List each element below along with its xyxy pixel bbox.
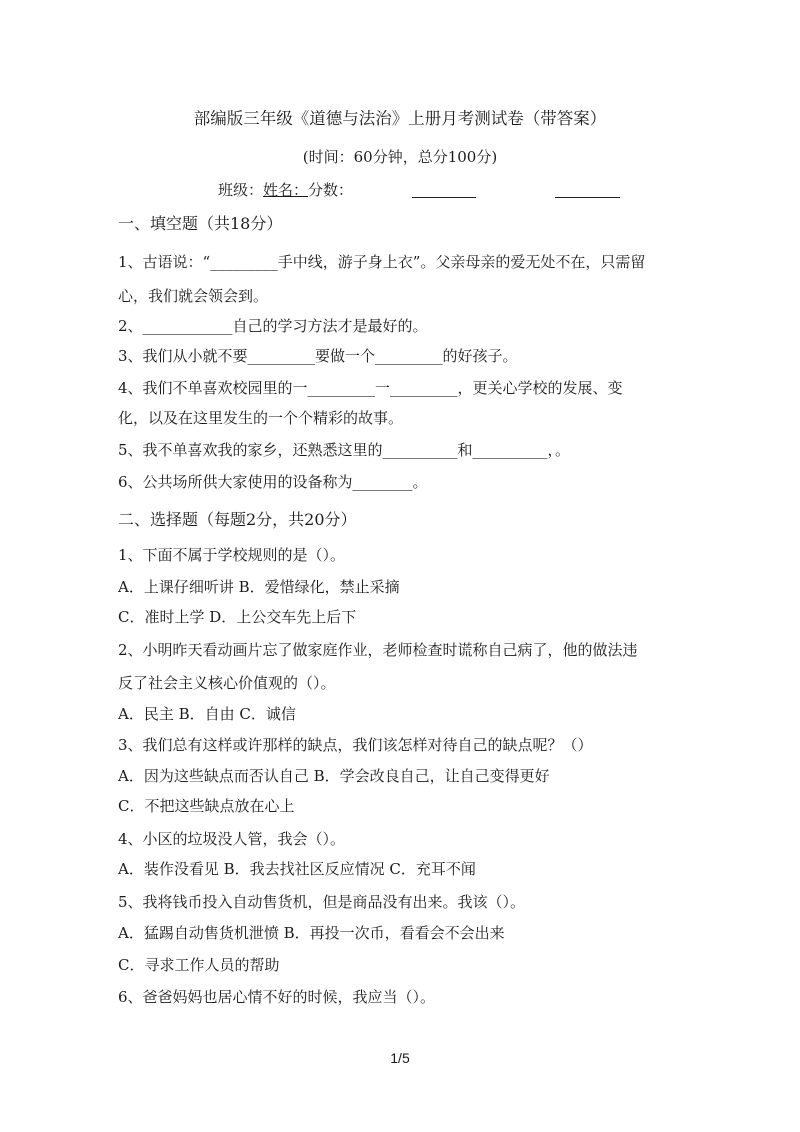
- option-line: C．不把这些缺点放在心上: [118, 797, 295, 815]
- option-line: A．装作没看见 B．我去找社区反应情况 C．充耳不闻: [118, 860, 476, 878]
- question-line: 2、____________自己的学习方法才是最好的。: [118, 317, 428, 335]
- name-label: 姓名：: [263, 181, 309, 199]
- class-label: 班级：: [218, 181, 264, 199]
- question-line: 4、小区的垃圾没人管，我会（）。: [118, 830, 346, 848]
- question-line: 6、公共场所供大家使用的设备称为________。: [118, 473, 428, 491]
- question-line: 反了社会主义核心价值观的（）。: [118, 674, 336, 692]
- question-line: 4、我们不单喜欢校园里的一_________一_________，更关心学校的发展、变: [118, 379, 623, 397]
- question-line: 3、我们总有这样或许那样的缺点，我们该怎样对待自己的缺点呢？（）: [118, 736, 593, 754]
- name-blank: [412, 197, 476, 198]
- document-title: 部编版三年级《道德与法治》上册月考测试卷（带答案）: [193, 109, 607, 128]
- option-line: A．民主 B．自由 C．诚信: [118, 705, 296, 723]
- question-line: 5、我将钱币投入自动售货机，但是商品没有出来。我该（）。: [118, 893, 526, 911]
- section-heading-multiple-choice: 二、选择题（每题2分，共20分）: [118, 510, 357, 529]
- question-line: 化，以及在这里发生的一个个精彩的故事。: [118, 409, 404, 427]
- option-line: A．因为这些缺点而否认自己 B．学会改良自己，让自己变得更好: [118, 767, 550, 785]
- question-line: 1、下面不属于学校规则的是（）。: [118, 546, 346, 564]
- option-line: C．准时上学 D．上公交车先上后下: [118, 608, 357, 626]
- question-line: 5、我不单喜欢我的家乡，还熟悉这里的__________和__________，。: [118, 441, 571, 459]
- section-heading-fill-blank: 一、填空题（共18分）: [118, 214, 283, 233]
- question-line: 1、古语说：“_________手中线，游子身上衣”。父亲母亲的爱无处不在，只需留: [118, 253, 646, 271]
- question-line: 3、我们从小就不要_________要做一个_________的好孩子。: [118, 347, 518, 365]
- option-line: A．上课仔细听讲 B．爱惜绿化，禁止采摘: [118, 578, 400, 596]
- option-line: A．猛踢自动售货机泄愤 B．再投一次币，看看会不会出来: [118, 924, 505, 942]
- student-info-line: [218, 180, 353, 200]
- page-number: 1/5: [390, 1050, 410, 1066]
- option-line: C．寻求工作人员的帮助: [118, 956, 280, 974]
- exam-time-info: (时间：60分钟，总分100分): [302, 148, 498, 166]
- score-blank: [555, 197, 620, 198]
- score-label: 分数：: [308, 181, 354, 199]
- question-line: 6、爸爸妈妈也居心情不好的时候，我应当（）。: [118, 988, 436, 1006]
- question-line: 2、小明昨天看动画片忘了做家庭作业，老师检查时谎称自己病了，他的做法违: [118, 641, 638, 659]
- question-line: 心，我们就会领会到。: [118, 287, 269, 305]
